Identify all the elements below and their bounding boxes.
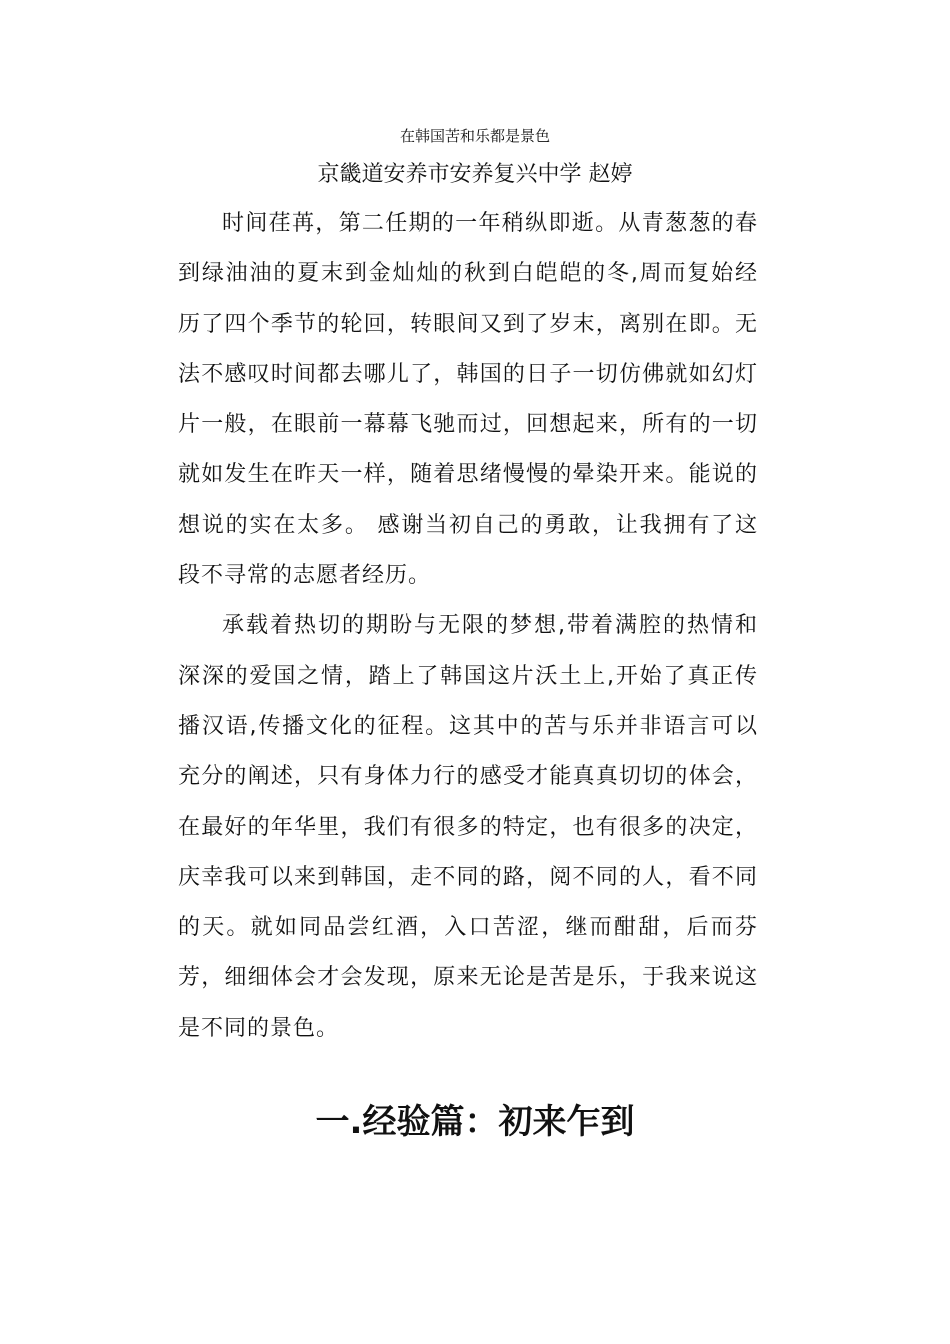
document-title: 在韩国苦和乐都是景色 bbox=[399, 127, 550, 145]
paragraph-1: 时间荏苒，第二任期的一年稍纵即逝。从青葱葱的春到绿油油的夏末到金灿灿的秋到白皑皑的冬,周而复始经历了四个季节的轮回，转眼间又到了岁末，离别在即。无法不感叹时间都去哪儿了，韩国的日子一切仿佛就如幻灯片一般，在眼前一幕幕飞驰而过，回想起来，所有的一切就如发生在昨天一样，随着思绪慢慢的晕染开来。能说的想说的实在太多。 感谢当初自己的勇敢，让我拥有了这段不寻常的志愿者经历。 bbox=[178, 211, 758, 589]
author-line: 京畿道安养市安养复兴中学 赵婷 bbox=[317, 162, 633, 187]
section-heading: 一.经验篇：初来乍到 bbox=[315, 1102, 635, 1142]
document-body bbox=[178, 199, 758, 1054]
paragraph-2: 承载着热切的期盼与无限的梦想,带着满腔的热情和深深的爱国之情，踏上了韩国这片沃土上,开始了真正传播汉语,传播文化的征程。这其中的苦与乐并非语言可以充分的阐述，只有身体力行的感受才能真真切切的体会，在最好的年华里，我们有很多的特定，也有很多的决定，庆幸我可以来到韩国，走不同的路，阅不同的人，看不同的天。就如同品尝红酒，入口苦涩，继而酣甜，后而芬芳，细细体会才会发现，原来无论是苦是乐，于我来说这是不同的景色。 bbox=[178, 613, 758, 1041]
